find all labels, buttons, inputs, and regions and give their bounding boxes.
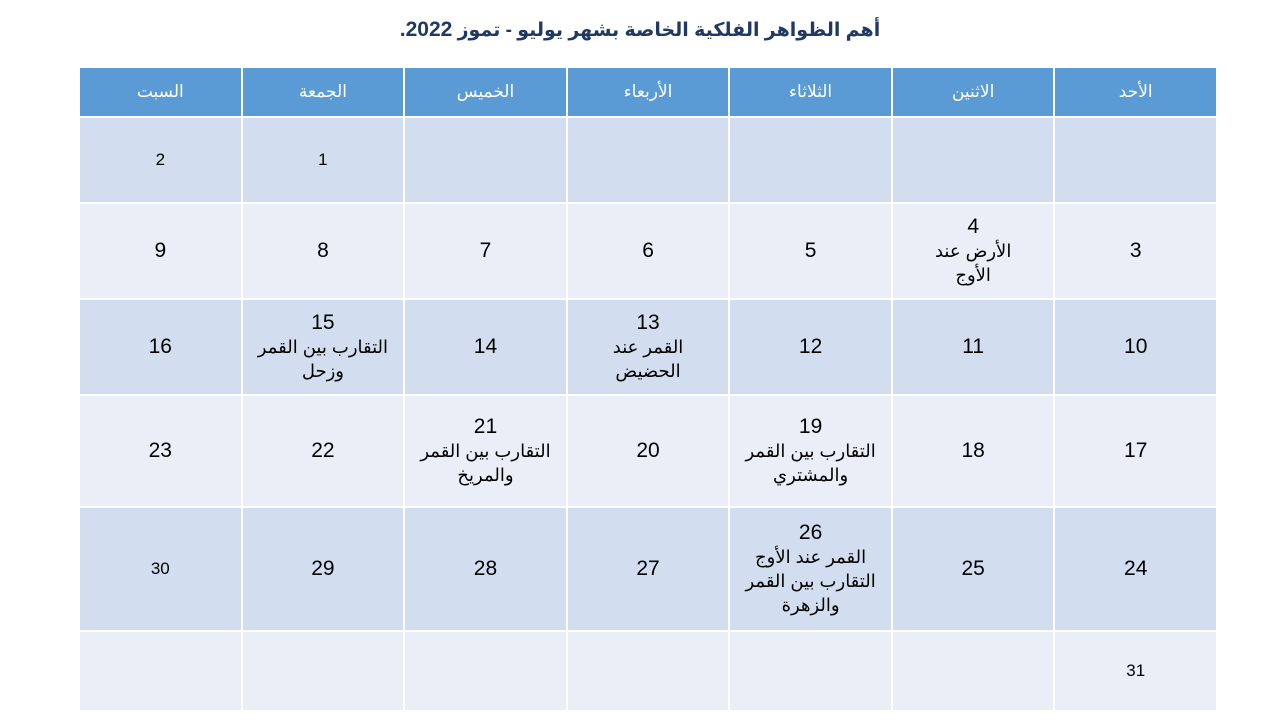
day-cell (892, 507, 1055, 631)
day-number: 17 (1124, 439, 1148, 462)
day-number: 21 (473, 415, 498, 438)
day-number: 10 (1124, 335, 1148, 358)
title-text: أهم الظواهر الفلكية الخاصة بشهر يوليو - تموز (457, 20, 881, 41)
day-number: 26 (798, 521, 823, 544)
day-cell (1054, 507, 1217, 631)
day-number: 1 (318, 150, 328, 169)
day-cell (404, 299, 567, 395)
day-cell (404, 507, 567, 631)
event-text: الحضيض (615, 361, 681, 381)
event-text: التقارب بين القمر (257, 337, 389, 357)
day-number: 24 (1124, 557, 1148, 580)
day-number: 25 (961, 557, 985, 580)
day-cell (79, 631, 242, 711)
week-row (79, 507, 1217, 631)
page-title (0, 18, 1280, 42)
day-cell (242, 299, 405, 395)
day-number: 8 (317, 239, 329, 262)
day-cell (1054, 395, 1217, 507)
day-cell (567, 117, 730, 203)
event-text: التقارب بين القمر (745, 571, 876, 591)
day-cell (1054, 631, 1217, 711)
day-number: 13 (636, 311, 660, 334)
event-text: القمر عند (612, 337, 684, 357)
day-number: 5 (804, 239, 817, 262)
day-number: 31 (1126, 661, 1146, 680)
day-cell (567, 631, 730, 711)
day-cell (242, 117, 405, 203)
day-cell (242, 395, 405, 507)
day-number: 19 (798, 415, 823, 438)
day-cell (404, 117, 567, 203)
day-cell (404, 203, 567, 299)
event-text: التقارب بين القمر (420, 441, 551, 461)
day-number: 7 (479, 239, 492, 262)
title-year: 2022. (399, 18, 453, 41)
event-text: والمريخ (457, 465, 514, 485)
day-number: 29 (311, 557, 335, 580)
day-cell (567, 203, 730, 299)
event-text: الأرض عند (934, 241, 1012, 261)
header-wednesday: الأربعاء (567, 67, 730, 117)
day-number: 14 (473, 335, 498, 358)
week-row (79, 299, 1217, 395)
week-row (79, 395, 1217, 507)
day-cell (404, 395, 567, 507)
week-row (79, 631, 1217, 711)
day-number: 23 (148, 439, 172, 462)
day-number: 2 (155, 150, 166, 169)
day-cell (892, 395, 1055, 507)
day-cell (242, 631, 405, 711)
day-cell (729, 203, 892, 299)
week-row (79, 203, 1217, 299)
day-cell (892, 203, 1055, 299)
day-number: 12 (798, 335, 823, 358)
header-saturday: السبت (79, 67, 242, 117)
day-cell (567, 299, 730, 395)
day-cell (729, 631, 892, 711)
day-number: 16 (148, 335, 172, 358)
day-number: 15 (311, 311, 335, 334)
event-text: والزهرة (781, 595, 840, 615)
day-cell (729, 117, 892, 203)
calendar-table (78, 66, 1218, 712)
day-number: 27 (636, 557, 660, 580)
event-text: الأوج (955, 265, 991, 285)
day-cell (729, 299, 892, 395)
day-cell (1054, 117, 1217, 203)
day-cell (79, 117, 242, 203)
day-cell (729, 507, 892, 631)
day-cell (892, 631, 1055, 711)
event-text: والمشتري (773, 465, 849, 485)
day-number: 4 (967, 215, 979, 238)
week-row (79, 117, 1217, 203)
header-sunday: الأحد (1054, 67, 1217, 117)
day-number: 3 (1129, 239, 1142, 262)
day-number: 22 (311, 439, 335, 462)
day-cell (79, 395, 242, 507)
day-cell (242, 203, 405, 299)
day-number: 6 (642, 239, 654, 262)
day-cell (729, 395, 892, 507)
day-number: 18 (961, 439, 985, 462)
day-cell (892, 299, 1055, 395)
day-cell (1054, 299, 1217, 395)
day-cell (1054, 203, 1217, 299)
day-cell (79, 299, 242, 395)
header-friday: الجمعة (242, 67, 405, 117)
day-cell (242, 507, 405, 631)
event-text: وزحل (301, 361, 344, 381)
event-text: التقارب بين القمر (745, 441, 876, 461)
calendar-header-row (79, 67, 1217, 117)
day-number: 11 (962, 335, 985, 358)
event-text: القمر عند الأوج (755, 547, 867, 567)
day-cell (892, 117, 1055, 203)
header-tuesday: الثلاثاء (729, 67, 892, 117)
header-thursday: الخميس (404, 67, 567, 117)
day-number: 28 (473, 557, 498, 580)
day-cell (404, 631, 567, 711)
day-number: 30 (150, 559, 170, 578)
day-number: 20 (636, 439, 660, 462)
calendar-body (79, 117, 1217, 711)
day-cell (79, 203, 242, 299)
day-cell (567, 395, 730, 507)
day-number: 9 (154, 239, 167, 262)
day-cell (79, 507, 242, 631)
header-monday: الاثنين (892, 67, 1055, 117)
day-cell (567, 507, 730, 631)
